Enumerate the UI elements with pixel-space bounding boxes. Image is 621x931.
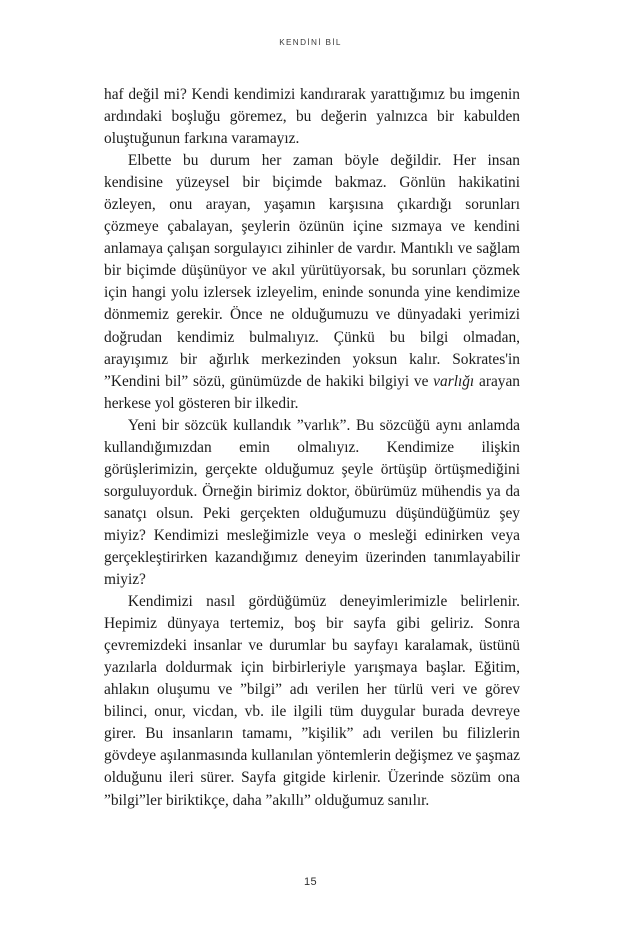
page-number: 15 (303, 876, 318, 888)
paragraph-2-text-before-italic: Elbette bu durum her zaman böyle değildir. Her insan kendisine yüzeysel bir biçimde bakmaz. Gönlün hakikatini özleyen, onu arayan, yaşamın karşısına çıkardığı sorunları çözmeye çabalayan, şeylerin özünün içine sızmaya ve kendini anlamaya çalışan sorgulayıcı zihinler de vardır. Mantıklı ve sağlam bir biçimde düşünüyor ve akıl yürütüyorsak, bu sorunları çözmek için hangi yolu izlersek izleyelim, eninde sonunda yine kendimize dönmemiz gerekir. Önce ne olduğumuzu ve dünyadaki yerimizi doğrudan kendimiz bulmalıyız. Çünkü bu bilgi olmadan, arayışımız bir ağırlık merkezinden yoksun kalır. Sokrates'in ”Kendini bil” sözü, günümüzde de hakiki bilgiyi ve (104, 152, 520, 390)
emphasis-varligi: varlığı (433, 372, 475, 390)
paragraph-1: haf değil mi? Kendi kendimizi kandırarak yarattığımız bu imgenin ardındaki boşluğu göremez, bu değerin yalnızca bir kabulden oluştuğunun farkına varamayız. (104, 86, 520, 148)
body-text-block (104, 84, 520, 812)
paragraph-2-text-after-italic: arayan herkese yol gösteren bir ilkedir. (104, 372, 520, 412)
running-head: KENDİNİ BİL (279, 38, 342, 47)
paragraph-4: Kendimizi nasıl gördüğümüz deneyimlerimizle belirlenir. Hepimiz dünyaya tertemiz, boş bir sayfa gibi geliriz. Sonra çevremizdeki insanlar ve durumlar bu sayfayı karalamak, üstünü yazılarla doldurmak için birbirleriyle yarışmaya başlar. Eğitim, ahlakın oluşumu ve ”bilgi” adı verilen her türlü veri ve görev bilinci, onur, vicdan, vb. ile ilgili tüm duygular burada devreye girer. Bu insanların tamamı, ”kişilik” adı verilen bu filizlerin gövdeye aşılanmasında kullanılan yöntemlerin değişmez ve şaşmaz olduğunu ileri sürer. Sayfa gitgide kirlenir. Üzerinde sözüm ona ”bilgi”ler biriktikçe, daha ”akıllı” olduğumuz sanılır. (104, 593, 520, 809)
paragraph-3: Yeni bir sözcük kullandık ”varlık”. Bu sözcüğü aynı anlamda kullandığımızdan emin olmalıyız. Kendimize ilişkin görüşlerimizin, gerçekte olduğumuz şeyle örtüşüp örtüşmediğini sorguluyorduk. Örneğin birimiz doktor, öbürümüz mühendis ya da sanatçı olsun. Peki gerçekten olduğumuzu düşündüğümüz şey miyiz? Kendimizi mesleğimizle veya o mesleği edinirken veya gerçekleştirirken kazandığımız deneyim üzerinden tanımlayabilir miyiz? (104, 416, 520, 589)
paragraph-2 (104, 150, 520, 415)
